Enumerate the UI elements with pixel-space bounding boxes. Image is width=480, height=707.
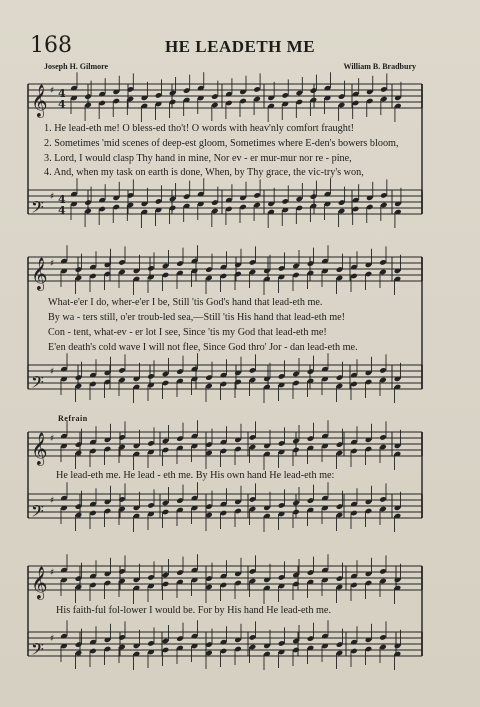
system-1-treble-staff <box>28 72 422 122</box>
svg-text:♯: ♯ <box>50 634 55 644</box>
svg-text:𝄞: 𝄞 <box>31 257 48 290</box>
system-4-treble-staff <box>28 554 422 604</box>
svg-text:𝄞: 𝄞 <box>31 84 48 117</box>
verse-2-line-1: 2. Sometimes 'mid scenes of deep-est gloom, Sometimes where E-den's bowers bloom, <box>44 138 399 149</box>
hymn-title: HE LEADETH ME <box>164 37 316 56</box>
hymn-number: 168 <box>30 33 72 58</box>
system-1-bass-staff <box>28 178 422 228</box>
svg-text:♯: ♯ <box>50 192 55 202</box>
system-2-bass-staff <box>28 353 422 403</box>
svg-text:𝄢: 𝄢 <box>31 501 44 525</box>
svg-text:♯: ♯ <box>50 568 55 578</box>
svg-text:4: 4 <box>58 98 66 111</box>
svg-text:♯: ♯ <box>50 259 55 269</box>
system-4-bass-staff <box>28 620 422 670</box>
refrain-line-1: He lead-eth me. He lead - eth me. By His own hand He lead-eth me: <box>56 470 335 481</box>
svg-text:𝄢: 𝄢 <box>31 372 44 396</box>
verse-4-line-1: 4. And, when my task on earth is done, When, by Thy grace, the vic-try's won, <box>44 167 364 178</box>
svg-text:♯: ♯ <box>50 434 55 444</box>
system-2-treble-staff <box>28 245 422 295</box>
verse-1-line-2: What-e'er I do, wher-e'er I be, Still 'tis God's hand that lead-eth me. <box>48 297 323 308</box>
svg-text:♯: ♯ <box>50 367 55 377</box>
svg-text:𝄞: 𝄞 <box>31 566 48 599</box>
verse-4-line-2: E'en death's cold wave I will not flee, Since God thro' Jor - dan lead-eth me. <box>48 342 358 353</box>
verse-2-line-2: By wa - ters still, o'er troub-led sea,—Still 'tis His hand that lead-eth me! <box>48 312 346 323</box>
svg-text:♯: ♯ <box>50 496 55 506</box>
svg-text:4: 4 <box>58 193 66 206</box>
composer-credit: William B. Bradbury <box>343 62 416 71</box>
svg-text:4: 4 <box>58 87 66 100</box>
system-3-treble-staff <box>28 420 422 470</box>
refrain-line-2: His faith-ful fol-lower I would be. For by His hand He lead-eth me. <box>56 605 331 616</box>
svg-text:♯: ♯ <box>50 86 55 96</box>
svg-text:𝄞: 𝄞 <box>31 432 48 465</box>
svg-text:4: 4 <box>58 204 66 217</box>
svg-text:𝄢: 𝄢 <box>31 639 44 663</box>
lyricist-credit: Joseph H. Gilmore <box>44 62 109 71</box>
svg-text:𝄢: 𝄢 <box>31 197 44 221</box>
verse-3-line-2: Con - tent, what-ev - er lot I see, Since 'tis my God that lead-eth me! <box>48 327 327 338</box>
verse-3-line-1: 3. Lord, I would clasp Thy hand in mine, Nor ev - er mur-mur nor re - pine, <box>44 153 352 164</box>
refrain-label: Refrain <box>58 414 88 423</box>
system-3-bass-staff <box>28 482 422 532</box>
verse-1-line-1: 1. He lead-eth me! O bless-ed tho't! O words with heav'nly comfort fraught! <box>44 123 355 134</box>
